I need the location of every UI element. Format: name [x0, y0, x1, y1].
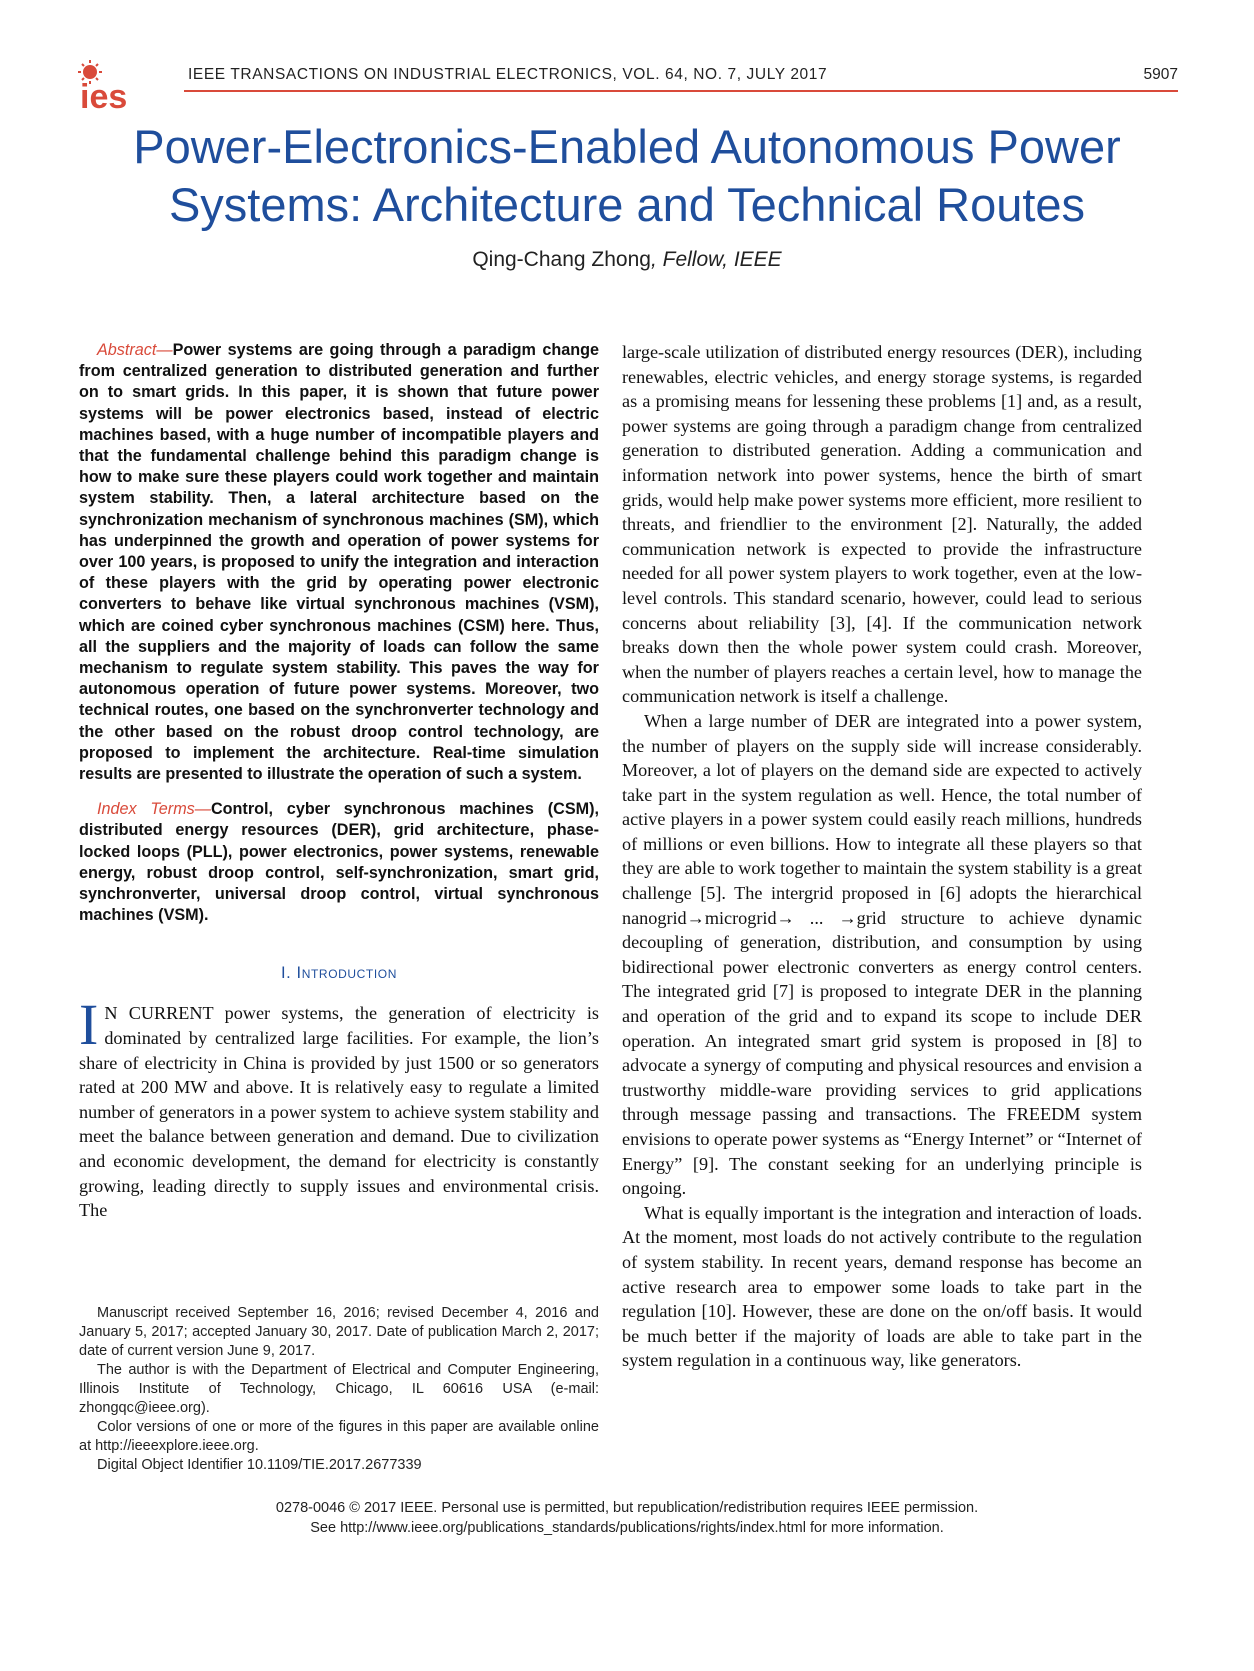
- paper-title: [40, 118, 1214, 234]
- section-title: Introduction: [296, 964, 397, 983]
- index-terms: [79, 799, 599, 926]
- copyright-notice: [0, 1498, 1254, 1538]
- abstract-text: Power systems are going through a paradigm change from centralized generation to distributed generation and further on to smart grids. In this paper, it is shown that future power systems will be power electronics based, instead of electric machines based, with a huge number of incompatible players and that the fundamental challenge behind this paradigm change is how to make sure these players could work together and maintain system stability. Then, a lateral architecture based on the synchronization mechanism of synchronous machines (SM), which has underpinned the growth and operation of power systems for over 100 years, is proposed to unify the integration and interaction of these players with the grid by operating power electronic converters to behave like virtual synchronous machines (VSM), which are coined cyber synchronous machines (CSM) here. Thus, all the suppliers and the majority of loads can follow the same mechanism to regulate system stability. This paves the way for autonomous operation of future power systems. Moreover, two technical routes, one based on the synchronverter technology and the other based on the robust droop control technology, are proposed to implement the architecture. Real-time simulation results are presented to illustrate the operation of such a system.: [79, 341, 599, 784]
- section-heading: [79, 964, 599, 983]
- journal-header: IEEE TRANSACTIONS ON INDUSTRIAL ELECTRONICS, VOL. 64, NO. 7, JULY 2017: [188, 66, 828, 83]
- footnote-affiliation: The author is with the Department of Electrical and Computer Engineering, Illinois Institute of Technology, Chicago, IL 60616 USA (e-mail: zhongqc@ieee.org).: [79, 1362, 599, 1416]
- right-paragraph-2: When a large number of DER are integrated into a power system, the number of players on the supply side will increase considerably. Moreover, a lot of players on the demand side are expected to actively take part in the system regulation as well. Hence, the total number of active players in a power system could easily reach millions, hundreds of millions or even billions. How to integrate all these players so that they are able to work together to maintain the system stability is a great challenge [5]. The intergrid proposed in [6] adopts the hierarchical nanogrid→microgrid→ ... →grid structure to achieve dynamic decoupling of generation, distribution, and consumption by using bidirectional power electronic converters as energy control centers. The integrated grid [7] is proposed to integrate DER in the planning and operation of the grid and to expand its scope to include DER operation. An integrated smart grid system is proposed in [8] to advocate a synergy of computing and physical resources and envision a trustworthy middle-ware providing services to grid applications through message passing and transactions. The FREEDM system envisions to operate power systems as “Energy Internet” or “Internet of Energy” [9]. The constant seeking for an underlying principle is ongoing.: [622, 710, 1142, 1199]
- intro-paragraph: [79, 992, 599, 1222]
- footnote-doi: Digital Object Identifier 10.1109/TIE.2017.2677339: [97, 1457, 422, 1473]
- title-line-1: Power-Electronics-Enabled Autonomous Power: [133, 120, 1121, 173]
- right-column: [622, 340, 1142, 1373]
- abstract: [79, 340, 599, 785]
- section-number: I.: [280, 964, 297, 983]
- footnote: [79, 1304, 599, 1475]
- author-affiliation: , Fellow, IEEE: [650, 248, 782, 271]
- page-number: 5907: [1143, 66, 1178, 83]
- copyright-line-2: See http://www.ieee.org/publications_standards/publications/rights/index.html for more information.: [310, 1520, 944, 1536]
- index-terms-text: Control, cyber synchronous machines (CSM), distributed energy resources (DER), grid architecture, phase-locked loops (PLL), power electronics, power systems, renewable energy, robust droop control, self-synchronization, smart grid, synchronverter, universal droop control, virtual synchronous machines (VSM).: [79, 800, 599, 925]
- footnote-color-note: Color versions of one or more of the figures in this paper are available online at http://ieeexplore.ieee.org.: [79, 1419, 599, 1454]
- author-name: Qing-Chang Zhong: [472, 248, 651, 271]
- author-line: [0, 248, 1254, 272]
- svg-text:ies: ies: [80, 78, 128, 112]
- right-paragraph-3: What is equally important is the integration and interaction of loads. At the moment, most loads do not actively contribute to the regulation of system stability. In recent years, demand response has become an active research area to empower some loads to take part in the regulation [10]. However, these are done on the on/off basis. It would be much better if the majority of loads are able to take part in the system regulation in a continuous way, like generators.: [622, 1202, 1142, 1371]
- header-rule: [184, 90, 1178, 92]
- abstract-label: Abstract—: [97, 341, 173, 359]
- footnote-received: Manuscript received September 16, 2016; revised December 4, 2016 and January 5, 2017; accepted January 30, 2017. Date of publication March 2, 2017; date of current version June 9, 2017.: [79, 1305, 599, 1359]
- left-column: [79, 340, 599, 1223]
- intro-text: N CURRENT power systems, the generation of electricity is dominated by centralized large facilities. For example, the lion’s share of electricity in China is provided by just 1500 or so generators rated at 200 MW and above. It is relatively easy to regulate a limited number of generators in a power system to achieve system stability and meet the balance between generation and demand. Due to civilization and economic development, the demand for electricity is constantly growing, leading directly to supply issues and environmental crisis. The: [79, 1003, 599, 1221]
- drop-cap: I: [79, 992, 99, 1058]
- ies-logo-icon: [76, 60, 168, 112]
- title-line-2: Systems: Architecture and Technical Routes: [168, 178, 1086, 231]
- copyright-line-1: 0278-0046 © 2017 IEEE. Personal use is permitted, but republication/redistribution requires IEEE permission.: [275, 1500, 979, 1516]
- right-paragraph-1: large-scale utilization of distributed energy resources (DER), including renewables, electric vehicles, and energy storage systems, is regarded as a promising means for lessening these problems [1] and, as a result, power systems are going through a paradigm change from centralized generation to distributed generation. Adding a communication and information network into power systems, hence the birth of smart grids, would help make power systems more efficient, more resilient to threats, and friendlier to the environment [2]. Naturally, the added communication network is expected to provide the infrastructure needed for all power system players to work together, even at the low-level controls. This standard scenario, however, could lead to serious concerns about reliability [3], [4]. If the communication network breaks down then the whole power system could crash. Moreover, when the number of players reaches a certain level, how to manage the communication network is itself a challenge.: [622, 342, 1142, 707]
- index-terms-label: Index Terms—: [97, 800, 211, 819]
- page-header: [76, 60, 1178, 112]
